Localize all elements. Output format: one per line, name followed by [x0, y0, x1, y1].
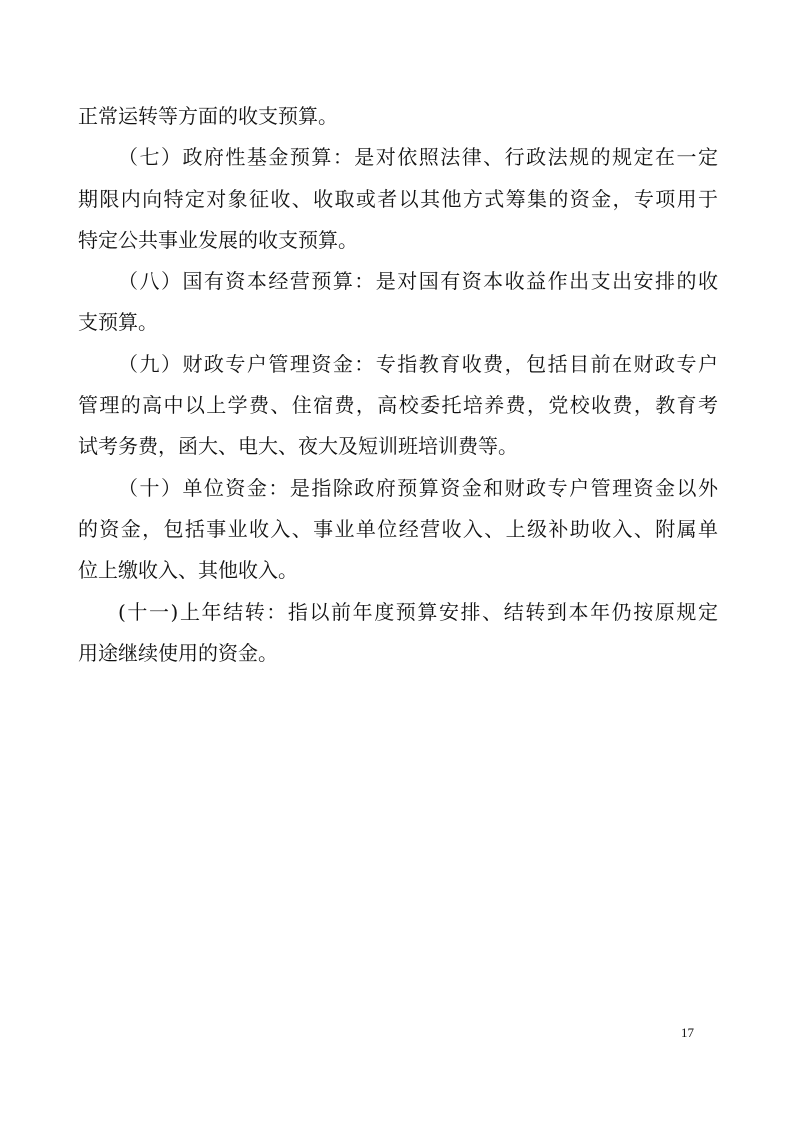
paragraph-item-10 — [78, 468, 718, 592]
page-number: 17 — [681, 1025, 694, 1040]
paragraph-item-11 — [78, 592, 718, 675]
paragraph-item-8 — [78, 261, 718, 344]
text-line: 期限内向特定对象征收、收取或者以其他方式筹集的资金，专项用于 — [78, 186, 718, 211]
body-text — [78, 96, 718, 674]
text-line: 位上缴收入、其他收入。 — [78, 558, 298, 583]
paragraph-continued — [78, 96, 718, 137]
text-line: 支预算。 — [78, 310, 158, 335]
text-line: （九）财政专户管理资金：专指教育收费，包括目前在财政专户 — [118, 351, 718, 376]
text-line: 特定公共事业发展的收支预算。 — [78, 227, 358, 252]
text-line: 试考务费，函大、电大、夜大及短训班培训费等。 — [78, 434, 518, 459]
paragraph-item-9 — [78, 344, 718, 468]
text-line: 正常运转等方面的收支预算。 — [78, 104, 338, 128]
text-line: (十一)上年结转：指以前年度预算安排、结转到本年仍按原规定 — [118, 599, 718, 624]
paragraph-item-7 — [78, 137, 718, 261]
text-line: 的资金，包括事业收入、事业单位经营收入、上级补助收入、附属单 — [78, 516, 718, 541]
text-line: （七）政府性基金预算：是对依照法律、行政法规的规定在一定 — [118, 145, 718, 170]
text-line: （十）单位资金：是指除政府预算资金和财政专户管理资金以外 — [118, 475, 718, 500]
text-line: 用途继续使用的资金。 — [78, 640, 278, 665]
text-line: 管理的高中以上学费、住宿费，高校委托培养费，党校收费，教育考 — [78, 393, 718, 418]
text-line: （八）国有资本经营预算：是对国有资本收益作出支出安排的收 — [118, 269, 718, 294]
